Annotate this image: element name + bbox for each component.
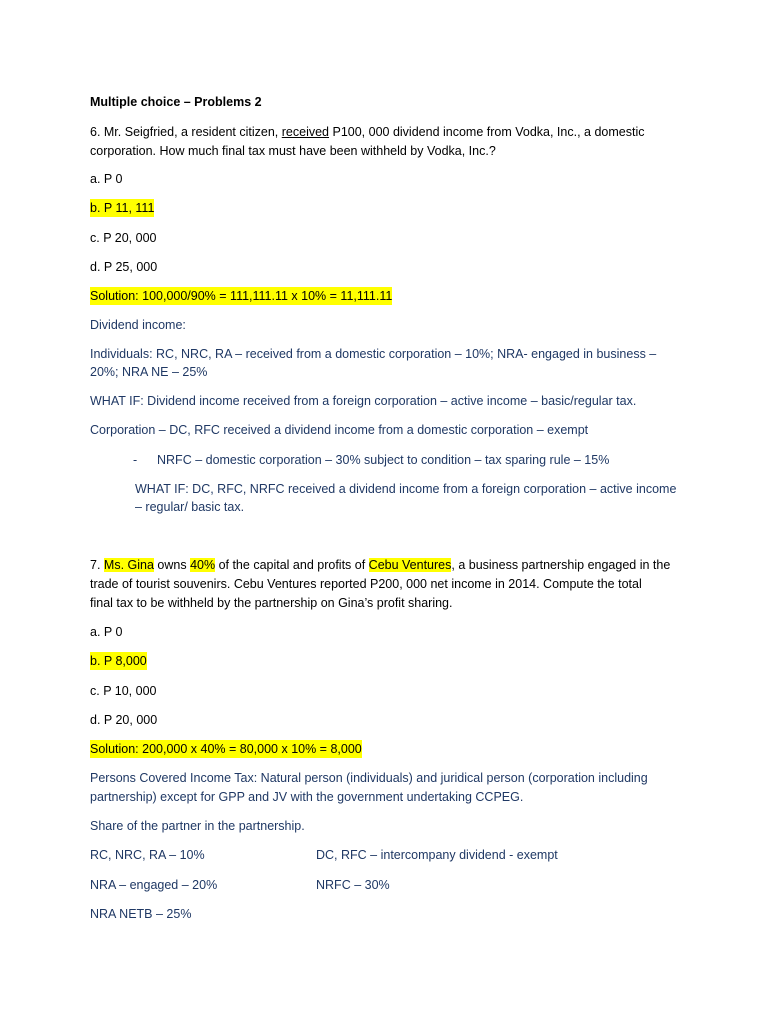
q6-individuals-line-1: Individuals: RC, NRC, RA – received from a domestic corporation – 10%; NRA- engaged in business – bbox=[90, 347, 657, 361]
q7-of: of the capital and profits of bbox=[215, 558, 369, 572]
q7-rate-dc-rfc: DC, RFC – intercompany dividend - exempt bbox=[316, 848, 558, 862]
q7-rest: , a business partnership engaged in the bbox=[451, 558, 671, 572]
q6-text-post: P100, 000 dividend income from Vodka, Inc., a domestic bbox=[329, 125, 645, 139]
q6-individuals-line-2: 20%; NRA NE – 25% bbox=[90, 365, 208, 379]
q7-rate-nra-engaged: NRA – engaged – 20% bbox=[90, 878, 218, 892]
q6-nrfc: NRFC – domestic corporation – 30% subject to condition – tax sparing rule – 15% bbox=[157, 453, 610, 467]
q6-whatif-2-line-2: – regular/ basic tax. bbox=[135, 500, 245, 514]
q6-option-c: c. P 20, 000 bbox=[90, 231, 157, 245]
q7-option-a: a. P 0 bbox=[90, 625, 123, 639]
q7-gina: Ms. Gina bbox=[103, 558, 154, 572]
q7-owns: owns bbox=[153, 558, 191, 572]
q7-num: 7. bbox=[90, 558, 104, 572]
q7-option-d: d. P 20, 000 bbox=[90, 713, 158, 727]
q7-pct: 40% bbox=[190, 558, 216, 572]
q6-option-d: d. P 25, 000 bbox=[90, 260, 158, 274]
question-7-line-3: final tax to be withheld by the partnership on Gina’s profit sharing. bbox=[90, 596, 453, 610]
bullet-dash: - bbox=[133, 453, 138, 467]
question-7-line-2: trade of tourist souvenirs. Cebu Ventures reported P200, 000 net income in 2014. Compute the total bbox=[90, 577, 642, 591]
q7-option-b-answer: b. P 8,000 bbox=[90, 654, 147, 668]
q6-solution: Solution: 100,000/90% = 111,111.11 x 10% = 11,111.11 bbox=[90, 289, 393, 303]
q7-option-c: c. P 10, 000 bbox=[90, 684, 157, 698]
q6-corporation: Corporation – DC, RFC received a dividend income from a domestic corporation – exempt bbox=[90, 423, 589, 437]
q7-rate-rc-nrc-ra: RC, NRC, RA – 10% bbox=[90, 848, 205, 862]
q6-whatif-2-line-1: WHAT IF: DC, RFC, NRFC received a dividend income from a foreign corporation – active income bbox=[135, 482, 677, 496]
q7-cebu: Cebu Ventures bbox=[368, 558, 452, 572]
q7-share: Share of the partner in the partnership. bbox=[90, 819, 305, 833]
q6-received: received bbox=[281, 125, 330, 139]
q7-rate-nrfc: NRFC – 30% bbox=[316, 878, 390, 892]
q6-option-a: a. P 0 bbox=[90, 172, 123, 186]
question-7-line-1 bbox=[90, 556, 670, 574]
q7-persons-line-2: partnership) except for GPP and JV with the government undertaking CCPEG. bbox=[90, 790, 524, 804]
q6-option-b-answer: b. P 11, 111 bbox=[90, 201, 155, 215]
q7-persons-line-1: Persons Covered Income Tax: Natural person (individuals) and juridical person (corporation including bbox=[90, 771, 648, 785]
question-6-line-1 bbox=[90, 123, 644, 141]
question-6-line-2: corporation. How much final tax must have been withheld by Vodka, Inc.? bbox=[90, 144, 496, 158]
q6-whatif-1: WHAT IF: Dividend income received from a foreign corporation – active income – basic/regular tax. bbox=[90, 394, 637, 408]
q6-notes-title: Dividend income: bbox=[90, 318, 186, 332]
q6-text-pre: 6. Mr. Seigfried, a resident citizen, bbox=[90, 125, 282, 139]
q7-solution: Solution: 200,000 x 40% = 80,000 x 10% = 8,000 bbox=[90, 742, 362, 756]
q7-rate-nra-netb: NRA NETB – 25% bbox=[90, 907, 192, 921]
heading: Multiple choice – Problems 2 bbox=[90, 95, 262, 109]
